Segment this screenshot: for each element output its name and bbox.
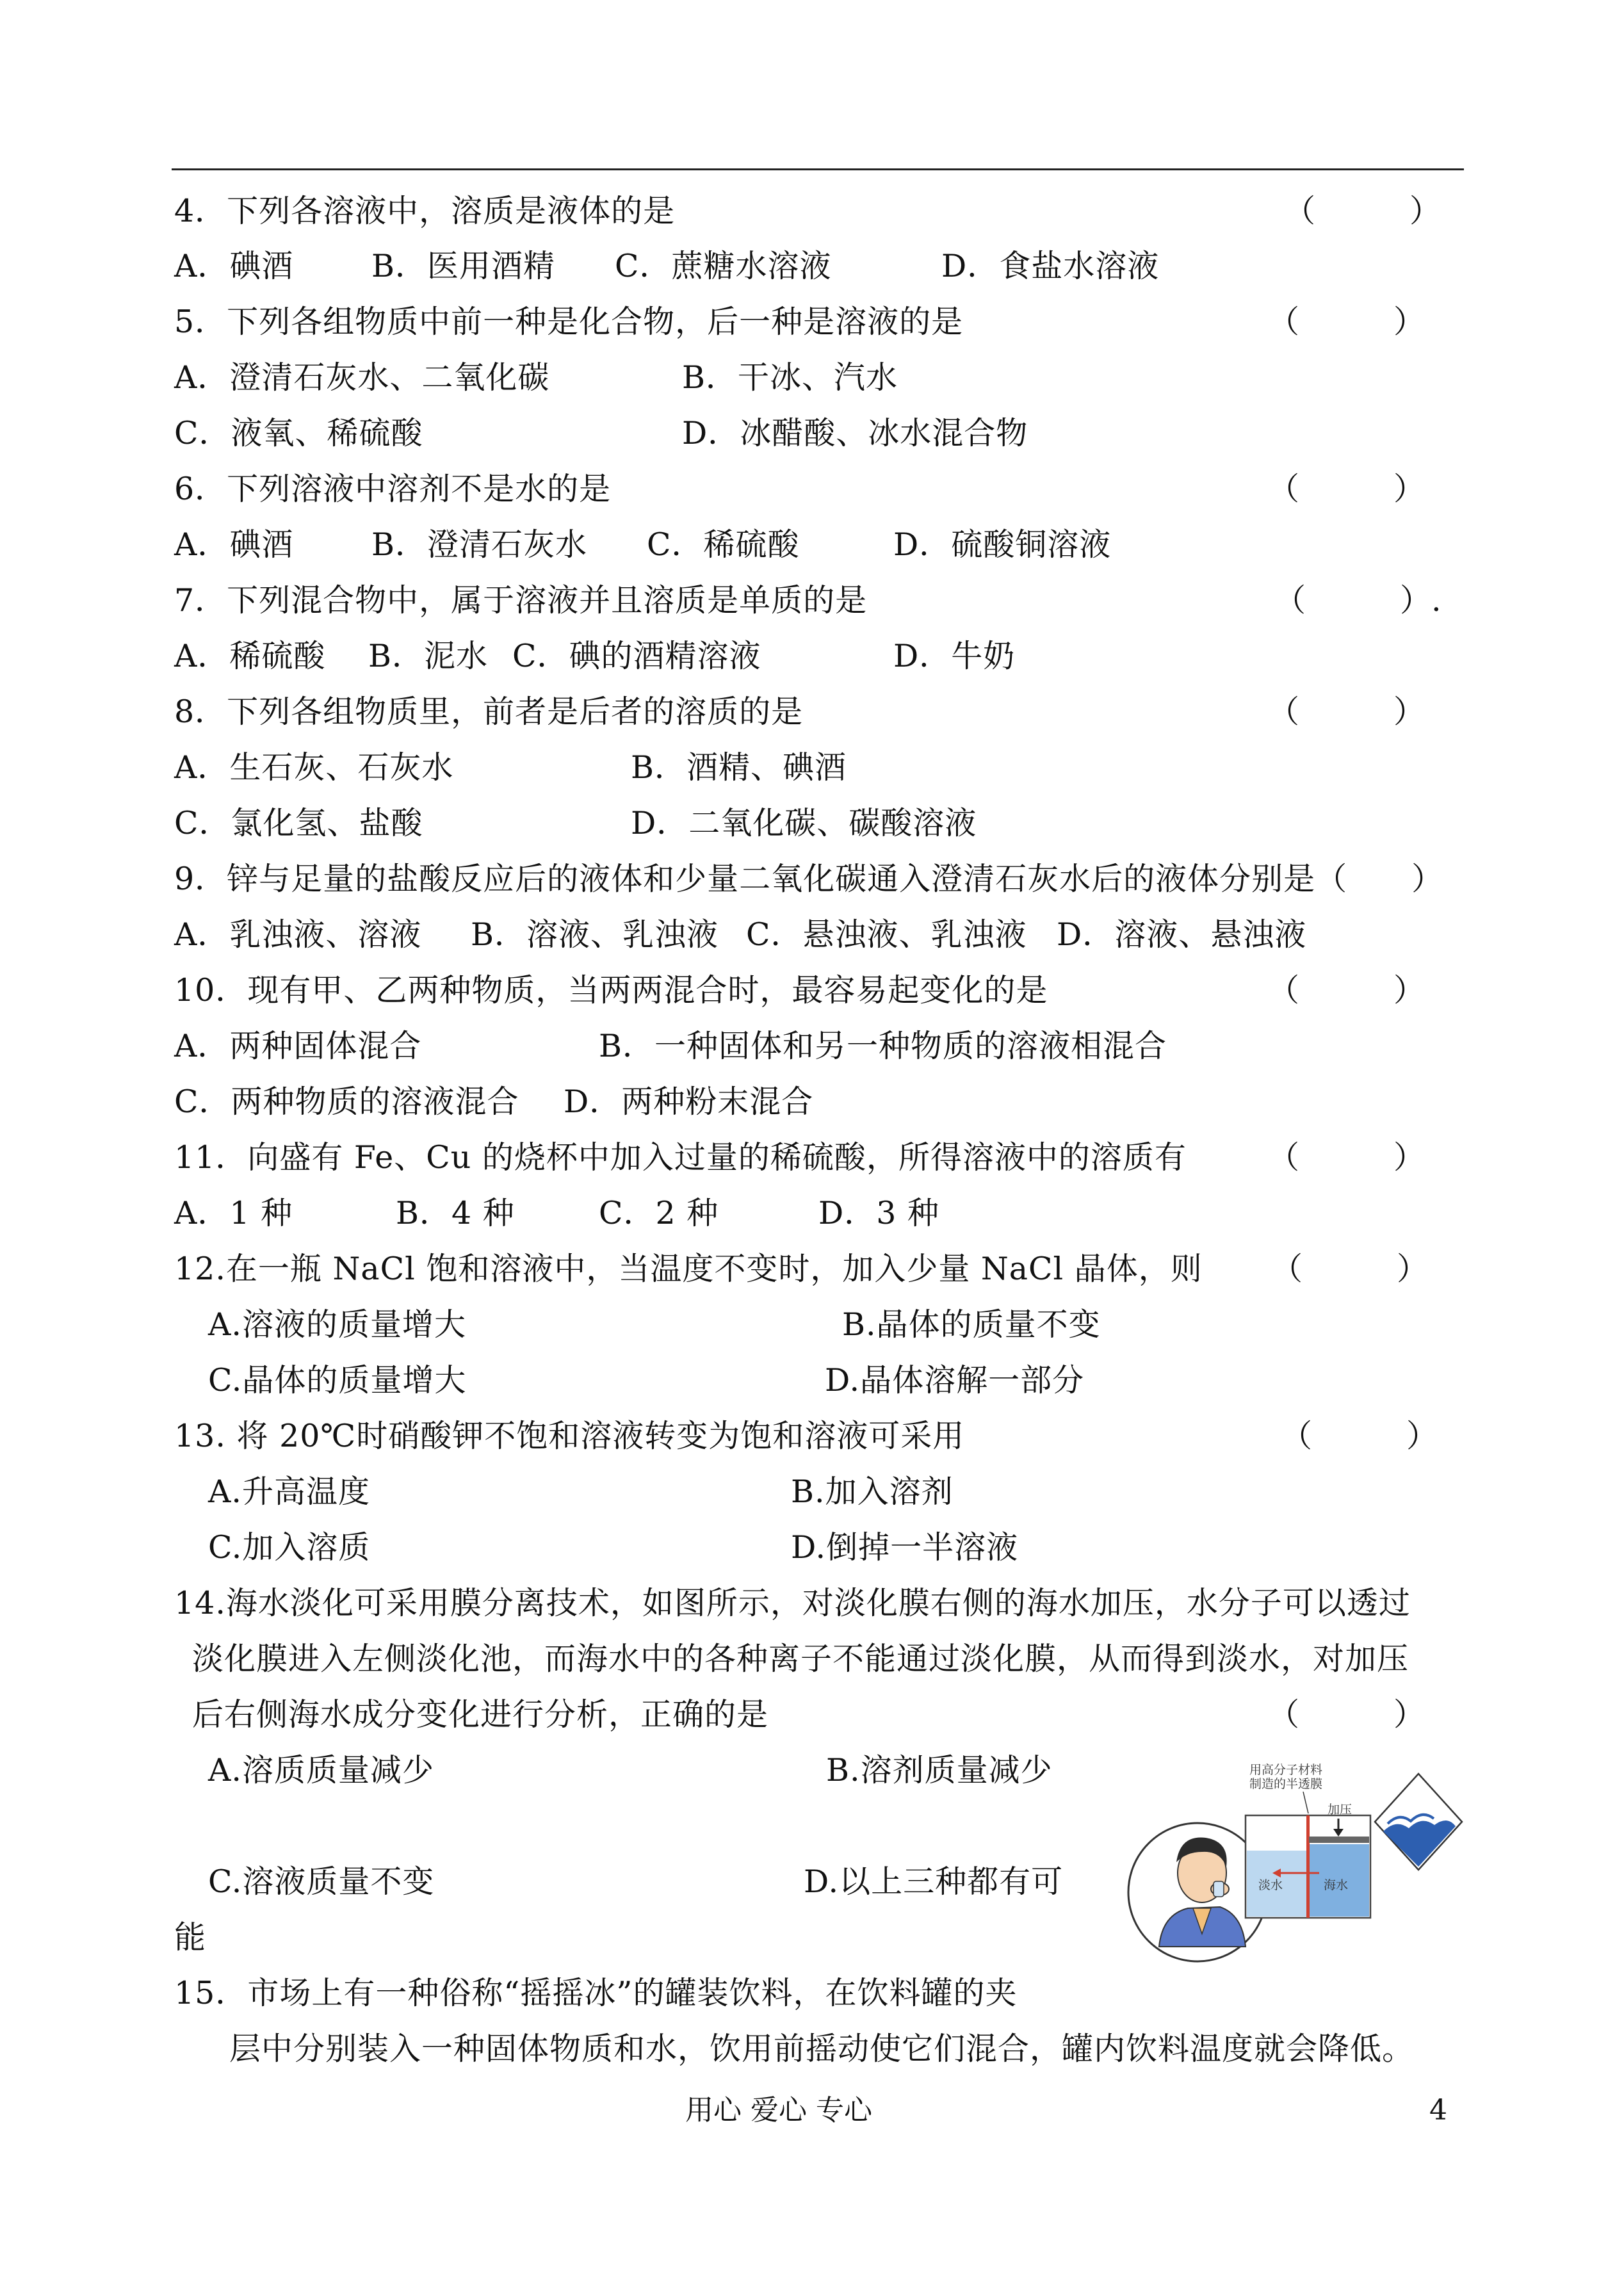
membrane-label-line-1: 用高分子材料 xyxy=(1249,1763,1323,1777)
q14-answer-paren: （ ） xyxy=(1268,1696,1425,1733)
q13-option-b: B.加入溶剂 xyxy=(791,1473,954,1510)
q12-option-a: A.溶液的质量增大 xyxy=(208,1306,466,1343)
q4-answer-paren: （ ） xyxy=(1284,193,1441,229)
q14-option-d-wrap: 能 xyxy=(174,1919,207,1956)
q9-option-c: C．悬浊液、乳浊液 xyxy=(746,916,1027,953)
q9-stem: 9．锌与足量的盐酸反应后的液体和少量二氧化碳通入澄清石灰水后的液体分别是（ ） xyxy=(174,861,1444,897)
q6-option-d: D．硫酸铜溶液 xyxy=(893,526,1112,563)
q4-option-a: A．碘酒 xyxy=(174,248,294,284)
q5-answer-paren: （ ） xyxy=(1268,304,1425,340)
q11-answer-paren: （ ） xyxy=(1268,1139,1425,1176)
q10-answer-paren: （ ） xyxy=(1268,972,1425,1009)
q5-option-c: C．液氧、稀硫酸 xyxy=(174,415,423,451)
q7-stem: 7．下列混合物中，属于溶液并且溶质是单质的是 xyxy=(174,582,868,619)
q13-option-a: A.升高温度 xyxy=(208,1473,370,1510)
q7-option-a: A．稀硫酸 xyxy=(174,638,326,674)
q11-option-b: B．4 种 xyxy=(396,1195,515,1231)
q8-option-b: B．酒精、碘酒 xyxy=(631,749,847,786)
pressure-label: 加压 xyxy=(1328,1803,1352,1817)
q10-stem: 10．现有甲、乙两种物质，当两两混合时，最容易起变化的是 xyxy=(174,972,1048,1009)
q10-option-c: C．两种物质的溶液混合 xyxy=(174,1083,519,1120)
q10-option-d: D．两种粉末混合 xyxy=(564,1083,814,1120)
q6-stem: 6．下列溶液中溶剂不是水的是 xyxy=(174,471,612,507)
q8-option-d: D．二氧化碳、碳酸溶液 xyxy=(631,805,977,841)
q14-stem-line-1: 14.海水淡化可采用膜分离技术，如图所示，对淡化膜右侧的海水加压，水分子可以透过 xyxy=(174,1585,1411,1621)
desalination-figure xyxy=(1124,1755,1463,1966)
header-rule xyxy=(172,168,1464,170)
q5-option-a: A．澄清石灰水、二氧化碳 xyxy=(174,359,550,396)
q14-stem-line-2: 淡化膜进入左侧淡化池，而海水中的各种离子不能通过淡化膜，从而得到淡水，对加压 xyxy=(192,1641,1409,1677)
sea-water-label: 海水 xyxy=(1324,1878,1349,1892)
q7-answer-paren: （ ）. xyxy=(1274,582,1441,619)
q9-option-b: B．溶液、乳浊液 xyxy=(471,916,719,953)
q12-option-b: B.晶体的质量不变 xyxy=(842,1306,1101,1343)
q4-option-d: D．食盐水溶液 xyxy=(941,248,1160,284)
q6-answer-paren: （ ） xyxy=(1268,471,1425,507)
q10-option-a: A．两种固体混合 xyxy=(174,1028,422,1064)
q8-option-c: C．氯化氢、盐酸 xyxy=(174,805,423,841)
q11-option-d: D．3 种 xyxy=(818,1195,940,1231)
page-number: 4 xyxy=(1429,2094,1447,2127)
q4-option-b: B．医用酒精 xyxy=(371,248,556,284)
q12-stem: 12.在一瓶 NaCl 饱和溶液中，当温度不变时，加入少量 NaCl 晶体，则 xyxy=(174,1251,1203,1287)
q4-option-c: C．蔗糖水溶液 xyxy=(615,248,832,284)
q6-option-b: B．澄清石灰水 xyxy=(371,526,588,563)
q10-option-b: B．一种固体和另一种物质的溶液相混合 xyxy=(599,1028,1167,1064)
q11-option-c: C．2 种 xyxy=(599,1195,719,1231)
q5-option-b: B．干冰、汽水 xyxy=(682,359,898,396)
membrane-label-line-2: 制造的半透膜 xyxy=(1249,1777,1323,1791)
q11-stem: 11．向盛有 Fe、Cu 的烧杯中加入过量的稀硫酸，所得溶液中的溶质有 xyxy=(174,1139,1187,1176)
q5-option-d: D．冰醋酸、冰水混合物 xyxy=(682,415,1028,451)
q14-option-c: C.溶液质量不变 xyxy=(208,1863,435,1900)
q8-stem: 8．下列各组物质里，前者是后者的溶质的是 xyxy=(174,693,804,730)
sea-wave-icon xyxy=(1375,1774,1462,1870)
q11-option-a: A．1 种 xyxy=(174,1195,293,1231)
q6-option-a: A．碘酒 xyxy=(174,526,294,563)
q14-option-b: B.溶剂质量减少 xyxy=(826,1752,1053,1788)
q8-answer-paren: （ ） xyxy=(1268,693,1425,730)
q14-option-a: A.溶质质量减少 xyxy=(208,1752,434,1788)
q4-stem: 4．下列各溶液中，溶质是液体的是 xyxy=(174,193,676,229)
q12-option-d: D.晶体溶解一部分 xyxy=(825,1362,1085,1399)
q13-stem: 13. 将 20℃时硝酸钾不饱和溶液转变为饱和溶液可采用 xyxy=(174,1418,965,1454)
q14-option-d: D.以上三种都有可 xyxy=(804,1863,1064,1900)
q13-answer-paren: （ ） xyxy=(1281,1418,1438,1454)
footer-motto: 用心 爱心 专心 xyxy=(685,2094,872,2127)
q5-stem: 5．下列各组物质中前一种是化合物，后一种是溶液的是 xyxy=(174,304,964,340)
q13-option-d: D.倒掉一半溶液 xyxy=(791,1529,1019,1566)
q12-answer-paren: （ ） xyxy=(1271,1251,1429,1287)
q15-stem-line-1: 15．市场上有一种俗称“摇摇冰”的罐装饮料，在饮料罐的夹 xyxy=(174,1975,1018,2011)
q6-option-c: C．稀硫酸 xyxy=(647,526,800,563)
q9-option-a: A．乳浊液、溶液 xyxy=(174,916,422,953)
q15-stem-line-2: 层中分别装入一种固体物质和水，饮用前摇动使它们混合，罐内饮料温度就会降低。 xyxy=(229,2031,1415,2067)
q7-option-c: C．碘的酒精溶液 xyxy=(512,638,761,674)
q9-option-d: D．溶液、悬浊液 xyxy=(1057,916,1307,953)
q7-option-b: B．泥水 xyxy=(368,638,489,674)
membrane-tank xyxy=(1246,1815,1370,1918)
q7-option-d: D．牛奶 xyxy=(893,638,1016,674)
q14-stem-line-3: 后右侧海水成分变化进行分析，正确的是 xyxy=(192,1696,769,1733)
q12-option-c: C.晶体的质量增大 xyxy=(208,1362,467,1399)
q13-option-c: C.加入溶质 xyxy=(208,1529,371,1566)
membrane-line xyxy=(1306,1815,1310,1918)
fresh-water-label: 淡水 xyxy=(1258,1878,1283,1892)
q8-option-a: A．生石灰、石灰水 xyxy=(174,749,454,786)
